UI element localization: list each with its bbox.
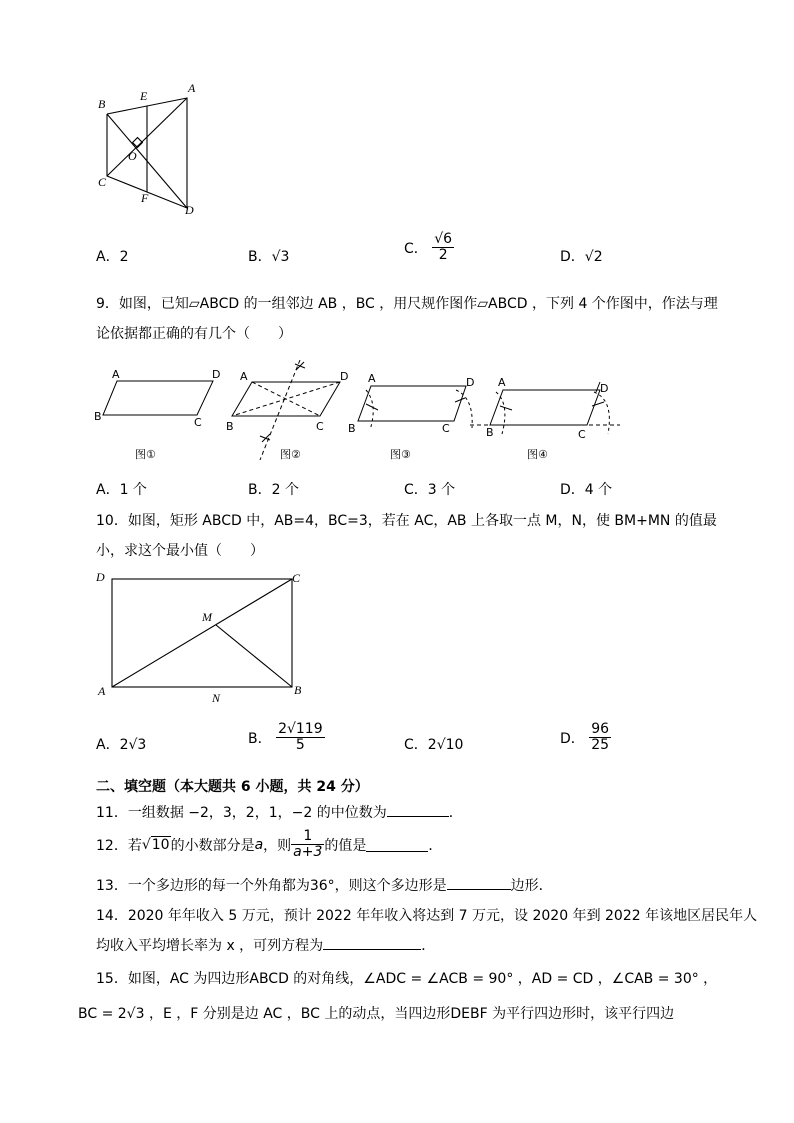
q13-answer-blank[interactable]: [447, 875, 511, 890]
q8-label-e: E: [140, 89, 148, 103]
q12-line: 12．若√10的小数部分是a，则 $\frac{1}{a+3}$ 的值是 ．: [96, 828, 443, 861]
q10-figure: [90, 565, 320, 710]
q8-label-o: O: [128, 149, 137, 163]
q11-answer-blank[interactable]: [387, 802, 449, 817]
q9-f2-label-a: A: [240, 370, 248, 383]
q9-f1-label-a: A: [112, 368, 120, 381]
q8-label-b: B: [98, 97, 106, 111]
q10-text-line1: 10．如图，矩形 ABCD 中，AB=4，BC=3，若在 AC，AB 上各取一点 M，N，使 BM+MN 的值最: [96, 513, 717, 529]
q13-line: 13．一个多边形的每一个外角都为36°，则这个多边形是 边形．: [96, 875, 553, 895]
q9-f4-label-c: C: [578, 428, 586, 441]
q8-label-c: C: [98, 175, 107, 189]
q9-caption-4: 图④: [527, 448, 548, 461]
q10-label-d: D: [96, 570, 105, 584]
q9-option-c: C．3 个: [404, 482, 456, 498]
q10-label-c: C: [292, 571, 301, 585]
q9-option-b: B．2 个: [248, 482, 299, 498]
q9-f2-label-d: D: [340, 370, 349, 383]
q9-text-line1: 9．如图，已知▱ABCD 的一组邻边 AB ，BC ，用尺规作图作▱ABCD ，下列 4 个作图中，作法与理: [96, 296, 718, 312]
q14-answer-blank[interactable]: [323, 935, 421, 950]
q9-caption-1: 图①: [135, 448, 156, 461]
q9-f4-label-d: D: [600, 382, 609, 395]
q9-f3-label-b: B: [348, 422, 356, 435]
q8-label-f: F: [141, 191, 149, 205]
q9-f3-label-a: A: [368, 372, 376, 385]
q9-option-d: D．4 个: [560, 482, 613, 498]
q10-option-d: D． $\frac{96}{25}$: [560, 721, 610, 754]
q15-line2: BC = 2√3 ，E ，F 分别是边 AC ，BC 上的动点，当四边形DEBF 为平行四边形时，该平行四边: [78, 1006, 675, 1022]
q9-figures: [90, 360, 630, 470]
q9-f3-label-c: C: [442, 422, 450, 435]
q10-label-a: A: [98, 684, 106, 698]
q9-f4-label-b: B: [486, 426, 494, 439]
q9-f2-label-b: B: [226, 420, 234, 433]
q10-option-a: A．2√3: [96, 737, 147, 753]
q10-option-c: C．2√10: [404, 737, 464, 753]
q10-label-n: N: [212, 691, 221, 705]
q9-f2-label-c: C: [316, 420, 324, 433]
q9-option-a: A．1 个: [96, 482, 147, 498]
q10-option-b: B． $\frac{2√119}{5}$: [248, 721, 323, 754]
q11-line: 11．一组数据 −2，3，2，1，−2 的中位数为 ．: [96, 802, 463, 822]
q9-f1-label-d: D: [212, 368, 221, 381]
q8-label-a: A: [188, 81, 196, 95]
q8-figure: [90, 80, 210, 220]
q9-f3-label-d: D: [466, 376, 475, 389]
q12-answer-blank[interactable]: [366, 837, 428, 852]
q10-label-b: B: [294, 683, 302, 697]
q15-line1: 15．如图，AC 为四边形ABCD 的对角线，∠ADC = ∠ACB = 90° ，AD = CD ，∠CAB = 30° ，: [96, 971, 718, 987]
q8-option-c: C． $\frac{√6}{2}$: [404, 231, 453, 264]
q9-caption-2: 图②: [280, 448, 301, 461]
q10-text-line2: 小，求这个最小值（ ）: [96, 543, 264, 559]
q9-f1-label-b: B: [94, 410, 102, 423]
q9-text-line2: 论依据都正确的有几个（ ）: [96, 326, 292, 342]
q9-f4-label-a: A: [498, 376, 506, 389]
q14-line1: 14．2020 年年收入 5 万元，预计 2022 年年收入将达到 7 万元，设 2020 年到 2022 年该地区居民年人: [96, 908, 758, 924]
q10-label-m: M: [202, 610, 212, 624]
q9-caption-3: 图③: [390, 448, 411, 461]
q8-label-d: D: [185, 203, 194, 217]
q8-option-a: A．2: [96, 249, 129, 265]
q14-line2: 均收入平均增长率为 x ，可列方程为 ．: [96, 935, 435, 955]
q8-option-d: D．√2: [560, 249, 603, 265]
q9-f1-label-c: C: [194, 416, 202, 429]
section-heading: 二、填空题（本大题共 6 小题，共 24 分）: [96, 779, 369, 795]
q8-option-b: B．√3: [248, 249, 290, 265]
